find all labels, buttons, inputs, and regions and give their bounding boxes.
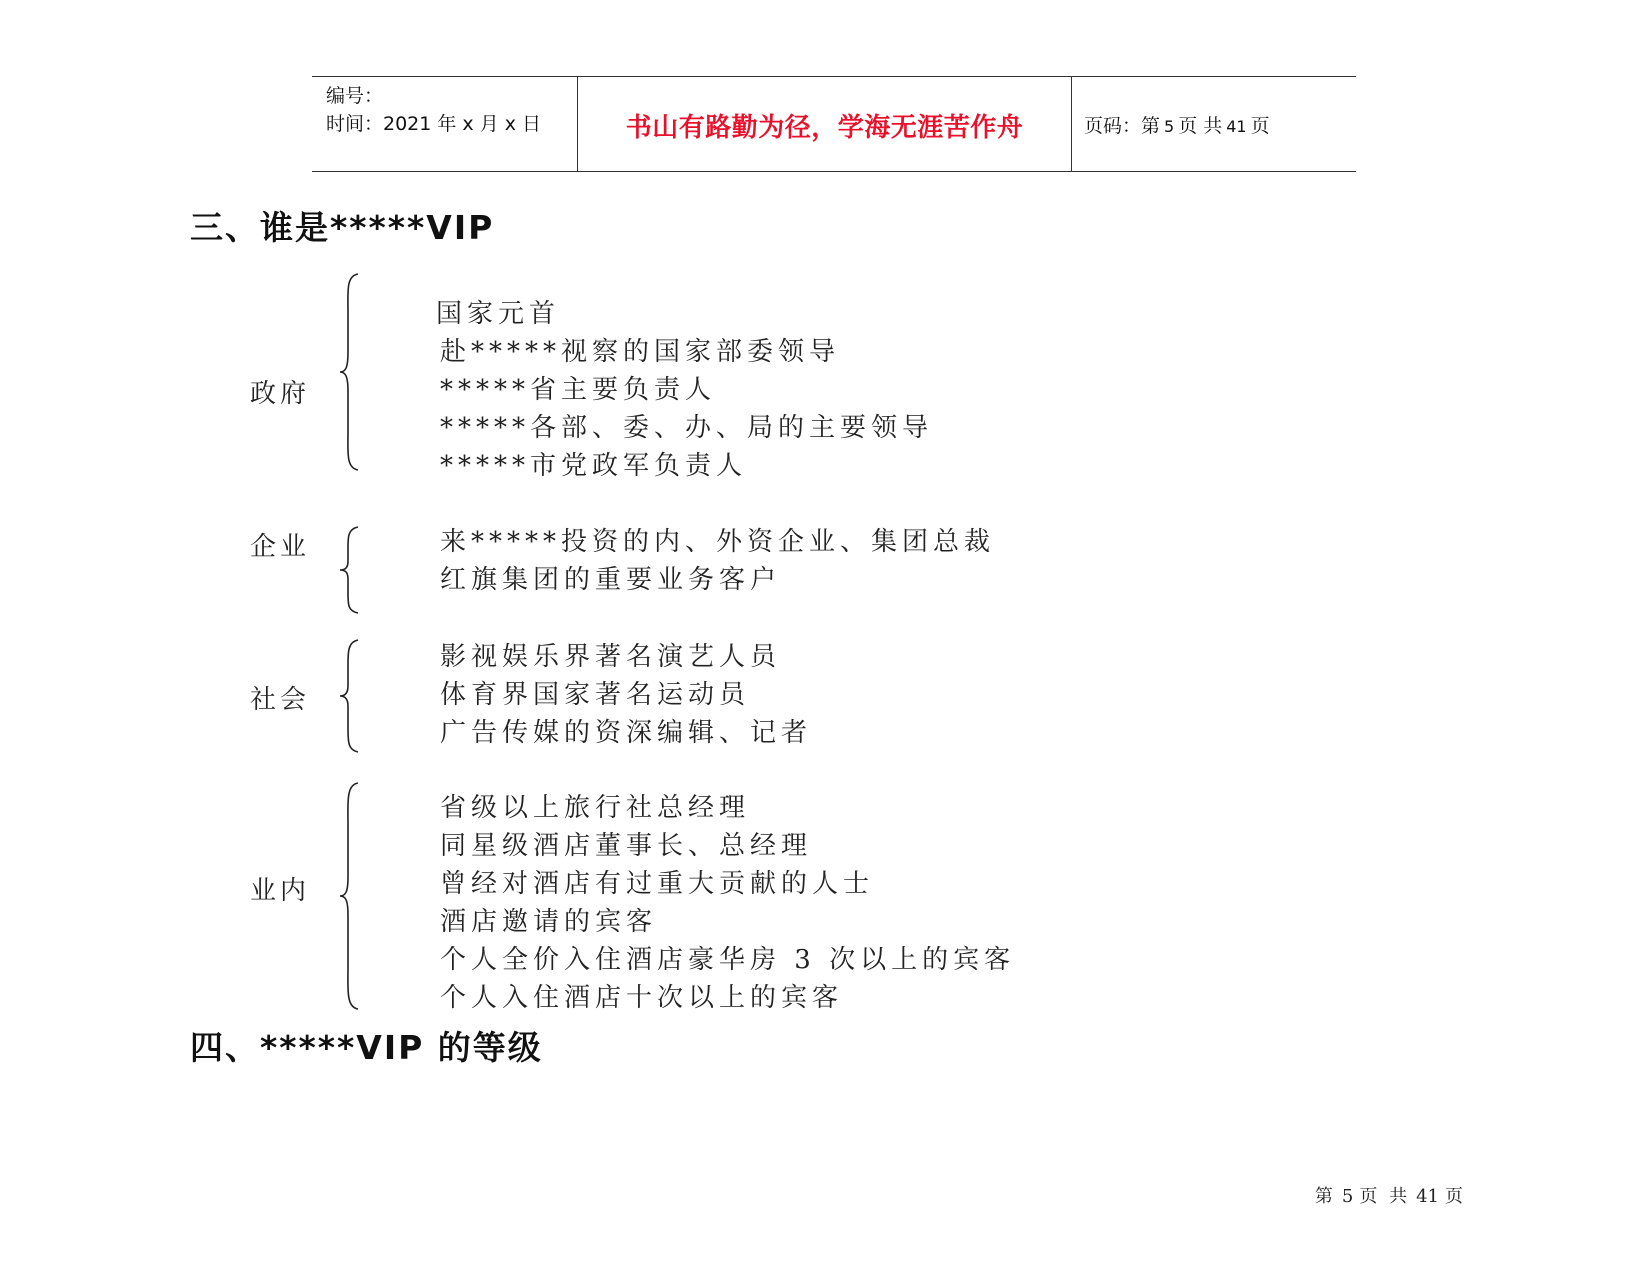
header-motto-cell — [578, 77, 1072, 171]
header-motto: 书山有路勤为径，学海无涯苦作舟 — [625, 113, 1024, 143]
footer-page-total: 41 — [1416, 1186, 1439, 1207]
group-brace-industry — [338, 781, 362, 1011]
list-item: 曾经对酒店有过重大贡献的人士 — [440, 869, 875, 899]
list-item: 酒店邀请的宾客 — [440, 907, 658, 937]
group-label-industry: 业内 — [250, 876, 311, 906]
list-item: 体育界国家著名运动员 — [440, 680, 751, 710]
header-meta-cell — [312, 77, 578, 171]
section-heading-vip-levels: 四、*****VIP 的等级 — [190, 1028, 543, 1067]
header-page-indicator — [1084, 111, 1270, 138]
list-item: *****各部、委、办、局的主要领导 — [440, 413, 934, 443]
group-brace-society — [338, 638, 362, 754]
list-item: 同星级酒店董事长、总经理 — [440, 831, 813, 861]
group-label-enterprise: 企业 — [250, 532, 311, 562]
list-item: 国家元首 — [436, 299, 561, 329]
list-item: 广告传媒的资深编辑、记者 — [440, 718, 813, 748]
footer-page-current: 5 — [1341, 1186, 1354, 1207]
footer-page-prefix: 第 — [1314, 1186, 1336, 1207]
document-date-label: 时间：2021 年 x 月 x 日 — [326, 113, 542, 135]
group-brace-enterprise — [338, 525, 362, 615]
document-header — [312, 76, 1356, 172]
list-item: 赴*****视察的国家部委领导 — [440, 337, 841, 367]
header-pager-cell — [1072, 77, 1356, 171]
footer-page-suffix: 页 — [1445, 1186, 1466, 1207]
group-label-government: 政府 — [250, 379, 311, 409]
list-item: *****市党政军负责人 — [440, 451, 748, 481]
document-number-label: 编号： — [326, 85, 384, 107]
list-item: 来*****投资的内、外资企业、集团总裁 — [440, 527, 996, 557]
header-page-prefix: 页码：第 — [1084, 115, 1161, 137]
header-page-total: 41 — [1226, 117, 1247, 136]
list-item: 影视娱乐界著名演艺人员 — [440, 642, 782, 672]
header-page-suffix: 页 — [1250, 115, 1270, 137]
group-brace-government — [338, 272, 362, 472]
list-item: 省级以上旅行社总经理 — [440, 793, 751, 823]
list-item: 红旗集团的重要业务客户 — [440, 565, 782, 595]
list-item: *****省主要负责人 — [440, 375, 717, 405]
list-item: 个人入住酒店十次以上的宾客 — [440, 983, 844, 1013]
section-heading-who-is-vip: 三、谁是*****VIP — [190, 208, 495, 247]
header-page-mid: 页 共 — [1178, 115, 1223, 137]
group-label-society: 社会 — [250, 685, 311, 715]
header-page-current: 5 — [1164, 117, 1175, 136]
page-footer — [1315, 1182, 1466, 1208]
footer-page-mid: 页 共 — [1359, 1186, 1411, 1207]
list-item: 个人全价入住酒店豪华房 3 次以上的宾客 — [440, 945, 1016, 975]
